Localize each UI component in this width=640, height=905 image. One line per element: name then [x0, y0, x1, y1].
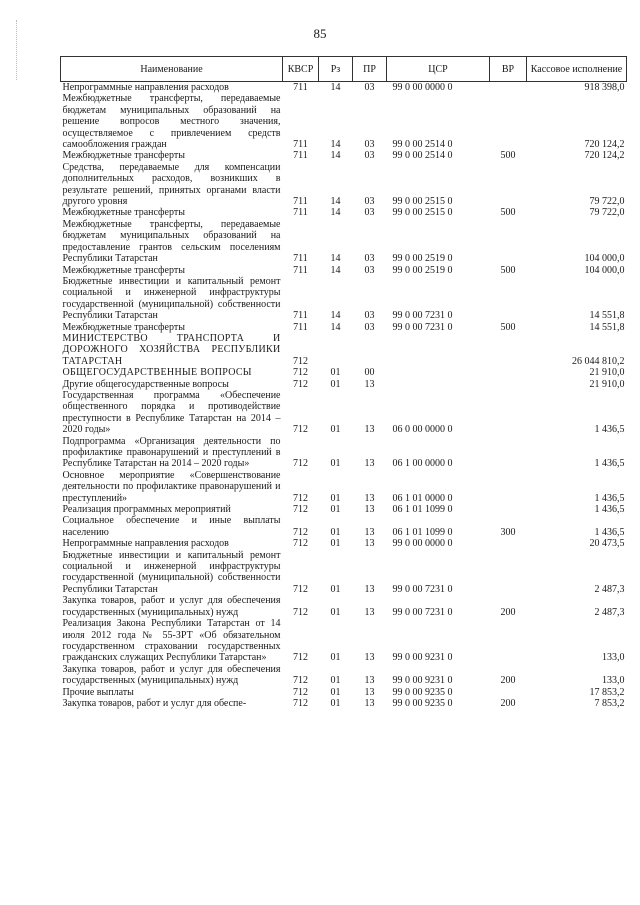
table-row: [61, 698, 627, 709]
cell-sum: 21 910,0: [589, 367, 625, 379]
cell-pr: 03: [364, 207, 375, 219]
cell-csr: 99 0 00 2515 0: [392, 207, 453, 219]
cell-rz: 01: [330, 424, 341, 436]
table-header: [61, 57, 627, 82]
header-pr: ПР: [353, 57, 387, 82]
cell-name: Бюджетные инвестиции и капитальный ремонт социальной и инженерной инфраструктуры государственной (муниципальной) собственности Республики Татарстан: [62, 549, 281, 595]
cell-name: Подпрограмма «Организация деятельности по профилактике правонарушений и преступлений в Республике Татарстан на 2014 – 2020 годы»: [62, 435, 281, 470]
cell-name: Прочие выплаты: [62, 686, 134, 698]
cell-vr: 200: [500, 675, 516, 687]
cell-kvsr: 712: [293, 367, 308, 379]
cell-vr: [490, 436, 527, 470]
cell-vr: [490, 219, 527, 265]
table-row: [61, 550, 627, 596]
cell-sum: 133,0: [602, 652, 625, 664]
cell-name: Социальное обеспечение и иные выплаты населению: [62, 515, 281, 538]
cell-name: МИНИСТЕРСТВО ТРАНСПОРТА И ДОРОЖНОГО ХОЗЯЙСТВА РЕСПУБЛИКИ ТАТАРСТАН: [62, 332, 281, 367]
cell-vr: [490, 470, 527, 504]
cell-sum: 133,0: [602, 675, 625, 687]
cell-rz: 01: [330, 697, 341, 709]
cell-kvsr: 712: [293, 504, 308, 516]
cell-pr: 13: [364, 652, 375, 664]
cell-vr: [490, 618, 527, 664]
cell-kvsr: 711: [293, 310, 308, 322]
cell-vr: [490, 538, 527, 549]
table-row: [61, 367, 627, 378]
table-row: [61, 207, 627, 218]
cell-rz: 01: [330, 367, 341, 379]
cell-pr: 13: [364, 492, 375, 504]
header-csr: ЦСР: [387, 57, 490, 82]
cell-csr: 06 1 01 1099 0: [392, 526, 453, 538]
cell-sum: 14 551,8: [589, 310, 625, 322]
table-row: [61, 333, 627, 367]
cell-name: Межбюджетные трансферты: [62, 321, 185, 333]
cell-vr: [490, 93, 527, 150]
cell-sum: 21 910,0: [589, 378, 625, 390]
cell-csr: 99 0 00 0000 0: [387, 82, 490, 94]
cell-csr: 99 0 00 9231 0: [392, 675, 453, 687]
cell-kvsr: 712: [293, 458, 308, 470]
cell-rz: 01: [330, 458, 341, 470]
cell-rz: 14: [330, 264, 341, 276]
cell-pr: 13: [364, 526, 375, 538]
table-row: [61, 664, 627, 687]
cell-csr: 99 0 00 7231 0: [392, 583, 453, 595]
cell-vr: 200: [500, 606, 516, 618]
table-row: [61, 515, 627, 538]
table-row: [61, 276, 627, 322]
table-row: [61, 219, 627, 265]
cell-pr: 03: [364, 321, 375, 333]
cell-vr: [490, 379, 527, 390]
cell-sum: 1 436,5: [594, 504, 625, 516]
cell-vr: 200: [500, 697, 516, 709]
cell-pr: 03: [364, 264, 375, 276]
cell-pr: 13: [364, 458, 375, 470]
cell-sum: 1 436,5: [594, 526, 625, 538]
table-row: [61, 82, 627, 94]
cell-sum: 1 436,5: [594, 424, 625, 436]
cell-pr: 13: [364, 583, 375, 595]
cell-kvsr: 711: [283, 82, 319, 94]
cell-sum: 1 436,5: [594, 492, 625, 504]
cell-pr: 13: [364, 606, 375, 618]
cell-pr: 13: [364, 504, 375, 516]
cell-vr: 500: [500, 207, 516, 219]
cell-vr: [490, 390, 527, 436]
cell-csr: 99 0 00 9231 0: [392, 652, 453, 664]
cell-csr: 99 0 00 2515 0: [392, 196, 453, 208]
budget-table-container: [60, 56, 626, 709]
cell-kvsr: 712: [293, 583, 308, 595]
cell-name: Закупка товаров, работ и услуг для обеспечения государственных (муниципальных) нужд: [62, 663, 281, 687]
table-row: [61, 504, 627, 515]
header-kvsr: КВСР: [283, 57, 319, 82]
cell-sum: 79 722,0: [589, 207, 625, 219]
cell-rz: 14: [330, 139, 341, 151]
cell-kvsr: 712: [293, 606, 308, 618]
cell-pr: 03: [364, 150, 375, 162]
cell-sum: 20 473,5: [589, 538, 625, 550]
cell-name: Межбюджетные трансферты: [62, 150, 185, 162]
cell-rz: 01: [330, 538, 341, 550]
cell-rz: 14: [330, 321, 341, 333]
table-row: [61, 379, 627, 390]
cell-sum: 26 044 810,2: [572, 355, 625, 367]
cell-csr: 06 1 01 0000 0: [392, 492, 453, 504]
cell-kvsr: 711: [293, 139, 308, 151]
cell-vr: 500: [500, 150, 516, 162]
cell-csr: 99 0 00 7231 0: [392, 321, 453, 333]
table-row: [61, 595, 627, 618]
table-body: [61, 82, 627, 710]
cell-rz: 01: [330, 492, 341, 504]
budget-execution-table: [60, 56, 627, 709]
table-row: [61, 322, 627, 333]
cell-kvsr: 712: [293, 378, 308, 390]
cell-csr: 99 0 00 9235 0: [392, 686, 453, 698]
cell-rz: 14: [330, 253, 341, 265]
cell-kvsr: 712: [293, 355, 308, 367]
cell-name: Средства, передаваемые для компенсации дополнительных расходов, возникших в результате решений, принятых органами власти другого уровня: [62, 161, 281, 208]
cell-sum: 79 722,0: [589, 196, 625, 208]
cell-kvsr: 711: [293, 264, 308, 276]
cell-sum: 2 487,3: [594, 583, 625, 595]
cell-rz: 14: [330, 150, 341, 162]
cell-kvsr: 711: [293, 196, 308, 208]
cell-csr: 99 0 00 9235 0: [392, 697, 453, 709]
cell-pr: 03: [364, 310, 375, 322]
cell-kvsr: 712: [293, 424, 308, 436]
cell-vr: [490, 162, 527, 208]
table-row: [61, 436, 627, 470]
table-row: [61, 162, 627, 208]
header-rz: Рз: [319, 57, 353, 82]
table-row: [61, 470, 627, 504]
table-row: [61, 265, 627, 276]
cell-sum: 918 398,0: [527, 82, 627, 94]
cell-rz: 14: [330, 196, 341, 208]
cell-name: Межбюджетные трансферты: [62, 207, 185, 219]
cell-csr: 99 0 00 7231 0: [392, 310, 453, 322]
cell-rz: 14: [319, 82, 353, 94]
cell-csr: 06 1 00 0000 0: [392, 458, 453, 470]
table-row: [61, 390, 627, 436]
cell-rz: 01: [330, 686, 341, 698]
cell-sum: 104 000,0: [584, 253, 625, 265]
cell-csr: 99 0 00 2514 0: [392, 139, 453, 151]
cell-csr: 99 0 00 2519 0: [392, 253, 453, 265]
cell-pr: 00: [364, 367, 375, 379]
cell-rz: 01: [330, 378, 341, 390]
cell-vr: 500: [500, 264, 516, 276]
cell-rz: 01: [330, 504, 341, 516]
cell-pr: 03: [353, 82, 387, 94]
cell-rz: 14: [330, 207, 341, 219]
cell-sum: 720 124,2: [584, 139, 625, 151]
cell-vr: [490, 333, 527, 367]
cell-kvsr: 711: [293, 207, 308, 219]
header-name: Наименование: [61, 57, 283, 82]
cell-kvsr: 712: [293, 652, 308, 664]
page-number: 85: [313, 26, 327, 41]
cell-sum: 17 853,2: [589, 686, 625, 698]
cell-vr: [490, 276, 527, 322]
cell-vr: [490, 367, 527, 378]
cell-vr: [490, 504, 527, 515]
cell-sum: 1 436,5: [594, 458, 625, 470]
cell-pr: 03: [364, 253, 375, 265]
cell-vr: 300: [500, 526, 516, 538]
cell-kvsr: 711: [293, 253, 308, 265]
cell-name: Другие общегосударственные вопросы: [62, 378, 229, 390]
cell-rz: 01: [330, 652, 341, 664]
cell-vr: [490, 687, 527, 698]
cell-name: Бюджетные инвестиции и капитальный ремонт социальной и инженерной инфраструктуры государственной (муниципальной) собственности Республики Татарстан: [62, 275, 281, 322]
cell-kvsr: 711: [293, 321, 308, 333]
cell-kvsr: 712: [293, 492, 308, 504]
cell-kvsr: 711: [293, 150, 308, 162]
cell-name: Межбюджетные трансферты, передаваемые бюджетам муниципальных образований на предоставление грантов сельским поселениям Республики Татарстан: [62, 218, 281, 265]
cell-sum: 720 124,2: [584, 150, 625, 162]
cell-kvsr: 712: [293, 526, 308, 538]
cell-sum: 7 853,2: [594, 697, 625, 709]
header-vr: ВР: [490, 57, 527, 82]
cell-csr: 99 0 00 0000 0: [392, 538, 453, 550]
cell-csr: 99 0 00 2514 0: [392, 150, 453, 162]
table-row: [61, 93, 627, 150]
table-row: [61, 687, 627, 698]
cell-rz: 14: [330, 310, 341, 322]
cell-name: Реализация программных мероприятий: [62, 504, 231, 516]
cell-name: Непрограммные направления расходов: [61, 82, 283, 94]
cell-csr: 99 0 00 2519 0: [392, 264, 453, 276]
cell-csr: 06 1 01 1099 0: [392, 504, 453, 516]
cell-pr: 03: [364, 196, 375, 208]
cell-vr: [490, 550, 527, 596]
cell-name: Межбюджетные трансферты: [62, 264, 185, 276]
cell-name: Закупка товаров, работ и услуг для обеспе-: [62, 697, 247, 709]
cell-pr: 13: [364, 675, 375, 687]
table-row: [61, 150, 627, 161]
cell-sum: 104 000,0: [584, 264, 625, 276]
cell-csr: [387, 367, 490, 378]
cell-pr: 03: [364, 139, 375, 151]
cell-name: Закупка товаров, работ и услуг для обеспечения государственных (муниципальных) нужд: [62, 595, 281, 618]
table-row: [61, 538, 627, 549]
cell-pr: 13: [364, 378, 375, 390]
cell-kvsr: 712: [293, 538, 308, 550]
cell-pr: 13: [364, 538, 375, 550]
cell-name: ОБЩЕГОСУДАРСТВЕННЫЕ ВОПРОСЫ: [62, 367, 252, 379]
cell-csr: 99 0 00 7231 0: [392, 606, 453, 618]
cell-vr: [490, 82, 527, 94]
cell-csr: [387, 379, 490, 390]
cell-pr: [353, 333, 387, 367]
cell-rz: 01: [330, 583, 341, 595]
cell-name: Реализация Закона Республики Татарстан от 14 июля 2012 года № 55-ЗРТ «Об обязательном государственном страховании государственных гражданских служащих Республики Татарстан»: [62, 618, 281, 664]
cell-rz: 01: [330, 606, 341, 618]
table-row: [61, 618, 627, 664]
cell-kvsr: 712: [293, 697, 308, 709]
cell-kvsr: 712: [293, 675, 308, 687]
cell-sum: 14 551,8: [589, 321, 625, 333]
cell-name: Межбюджетные трансферты, передаваемые бюджетам муниципальных образований на решение вопросов местного значения, осуществляемое с привлечением средств самообложения граждан: [62, 93, 281, 151]
cell-csr: [387, 333, 490, 367]
cell-pr: 13: [364, 686, 375, 698]
cell-vr: 500: [500, 321, 516, 333]
cell-kvsr: 712: [293, 686, 308, 698]
cell-pr: 13: [364, 424, 375, 436]
cell-pr: 13: [364, 697, 375, 709]
cell-name: Основное мероприятие «Совершенствование деятельности по профилактике правонарушений и преступлений»: [62, 469, 281, 504]
cell-rz: 01: [330, 526, 341, 538]
cell-rz: [319, 333, 353, 367]
cell-csr: 06 0 00 0000 0: [392, 424, 453, 436]
cell-sum: 2 487,3: [594, 606, 625, 618]
cell-rz: 01: [330, 675, 341, 687]
cell-name: Государственная программа «Обеспечение общественного порядка и противодействие преступности в Республике Татарстан на 2014 – 2020 годы»: [62, 389, 281, 436]
header-sum: Кассовое исполнение: [527, 57, 627, 82]
cell-name: Непрограммные направления расходов: [62, 538, 229, 550]
